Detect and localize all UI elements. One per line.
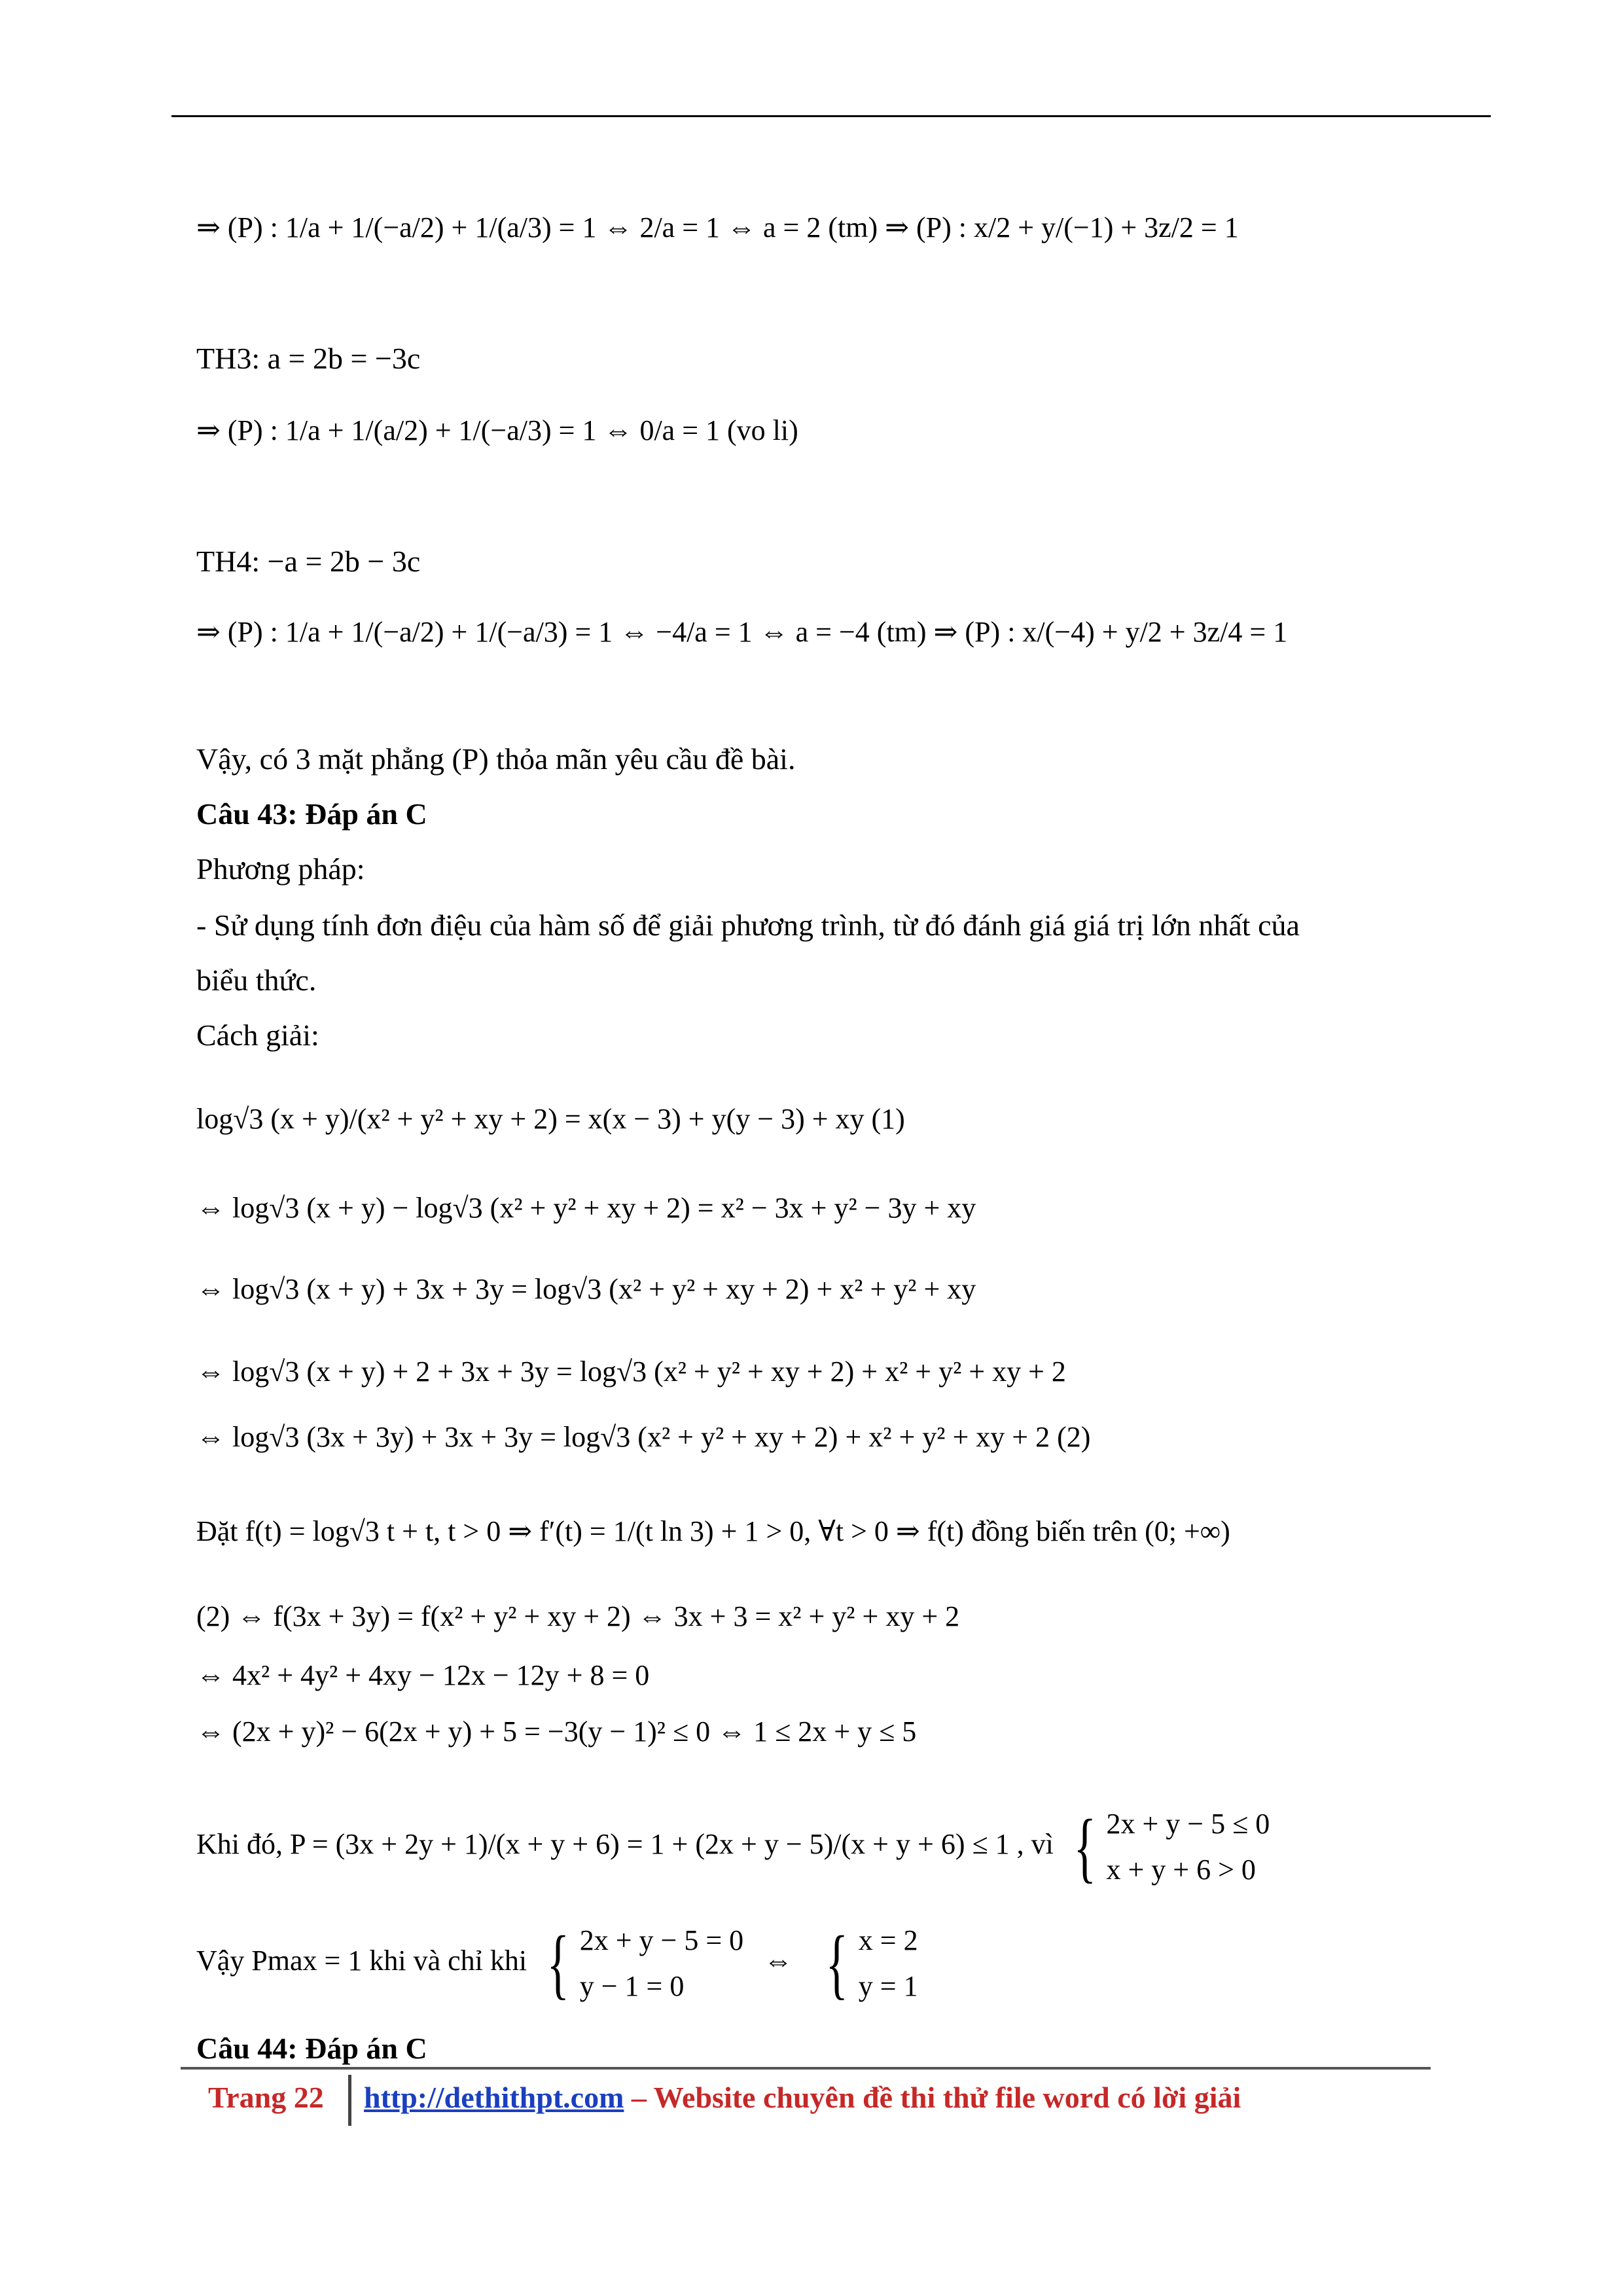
website-link[interactable]: http://dethithpt.com bbox=[364, 2081, 624, 2114]
equation-line: ⇔ 4x² + 4y² + 4xy − 12x − 12y + 8 = 0 bbox=[196, 1659, 650, 1691]
equation-text: Khi đó, P = (3x + 2y + 1)/(x + y + 6) = 1 + (2x + y − 5)/(x + y + 6) ≤ 1 , vì bbox=[196, 1828, 1054, 1861]
page-number: Trang 22 bbox=[208, 2081, 324, 2114]
inequality-system bbox=[1066, 1801, 1270, 1893]
equation-line: log√3 (x + y)/(x² + y² + xy + 2) = x(x − 3) + y(y − 3) + xy (1) bbox=[196, 1103, 905, 1135]
equation-line: ⇒ (P) : 1/a + 1/(a/2) + 1/(−a/3) = 1 ⇔ 0/a = 1 (vo li) bbox=[196, 414, 798, 446]
brace-symbol: { bbox=[1073, 1803, 1096, 1890]
system-row: x = 2 bbox=[858, 1924, 918, 1956]
header-rule bbox=[171, 115, 1491, 117]
case-heading: TH3: a = 2b = −3c bbox=[196, 342, 421, 375]
system-row: x + y + 6 > 0 bbox=[1106, 1854, 1256, 1886]
equation-line: ⇔ log√3 (x + y) − log√3 (x² + y² + xy + 2) = x² − 3x + y² − 3y + xy bbox=[196, 1192, 976, 1224]
equation-line: ⇔ (2x + y)² − 6(2x + y) + 5 = −3(y − 1)² ≤ 0 ⇔ 1 ≤ 2x + y ≤ 5 bbox=[196, 1715, 917, 1748]
equation-line: ⇒ (P) : 1/a + 1/(−a/2) + 1/(−a/3) = 1 ⇔ −4/a = 1 ⇔ a = −4 (tm) ⇒ (P) : x/(−4) + y/2 + 3z/4 = 1 bbox=[196, 616, 1288, 648]
brace-symbol: { bbox=[546, 1920, 570, 2007]
system-row: 2x + y − 5 = 0 bbox=[579, 1924, 744, 1956]
footer-tagline: – Website chuyên đề thi thử file word có lời giải bbox=[624, 2081, 1241, 2114]
equivalence-symbol: ⇔ bbox=[764, 1945, 793, 1977]
equation-line bbox=[196, 1918, 918, 2009]
method-text-cont: biểu thức. bbox=[196, 963, 317, 997]
equation-line: (2) ⇔ f(3x + 3y) = f(x² + y² + xy + 2) ⇔ 3x + 3 = x² + y² + xy + 2 bbox=[196, 1600, 960, 1632]
method-text: - Sử dụng tính đơn điệu của hàm số để giải phương trình, từ đó đánh giá giá trị lớn nhất của bbox=[196, 908, 1300, 942]
equation-line: Đặt f(t) = log√3 t + t, t > 0 ⇒ f′(t) = 1/(t ln 3) + 1 > 0, ∀t > 0 ⇒ f(t) đồng biến trên (0; +∞) bbox=[196, 1515, 1230, 1547]
footer-rule bbox=[181, 2067, 1431, 2070]
system-row: 2x + y − 5 ≤ 0 bbox=[1106, 1808, 1270, 1840]
system-row: y − 1 = 0 bbox=[579, 1970, 685, 2002]
equation-line: ⇔ log√3 (3x + 3y) + 3x + 3y = log√3 (x² + y² + xy + 2) + x² + y² + xy + 2 (2) bbox=[196, 1421, 1091, 1453]
footer-caption bbox=[364, 2080, 1241, 2115]
system-row: y = 1 bbox=[858, 1970, 918, 2002]
question-heading: Câu 44: Đáp án C bbox=[196, 2032, 427, 2065]
conclusion-text: Vậy, có 3 mặt phẳng (P) thỏa mãn yêu cầu đề bài. bbox=[196, 742, 796, 776]
question-heading: Câu 43: Đáp án C bbox=[196, 797, 427, 831]
case-heading: TH4: −a = 2b − 3c bbox=[196, 545, 421, 578]
brace-symbol: { bbox=[825, 1920, 849, 2007]
equation-line: ⇒ (P) : 1/a + 1/(−a/2) + 1/(a/3) = 1 ⇔ 2/a = 1 ⇔ a = 2 (tm) ⇒ (P) : x/2 + y/(−1) + 3z/2 = 1 bbox=[196, 211, 1239, 243]
equation-text: Vậy Pmax = 1 khi và chỉ khi bbox=[196, 1945, 527, 1977]
method-label: Phương pháp: bbox=[196, 852, 365, 886]
solution-system bbox=[818, 1918, 918, 2009]
equation-line: ⇔ log√3 (x + y) + 3x + 3y = log√3 (x² + y² + xy + 2) + x² + y² + xy bbox=[196, 1273, 976, 1305]
equation-line: ⇔ log√3 (x + y) + 2 + 3x + 3y = log√3 (x² + y² + xy + 2) + x² + y² + xy + 2 bbox=[196, 1355, 1066, 1388]
equation-system bbox=[539, 1918, 743, 2009]
equation-line bbox=[196, 1801, 1270, 1893]
footer-separator bbox=[348, 2075, 351, 2126]
solution-label: Cách giải: bbox=[196, 1018, 319, 1052]
